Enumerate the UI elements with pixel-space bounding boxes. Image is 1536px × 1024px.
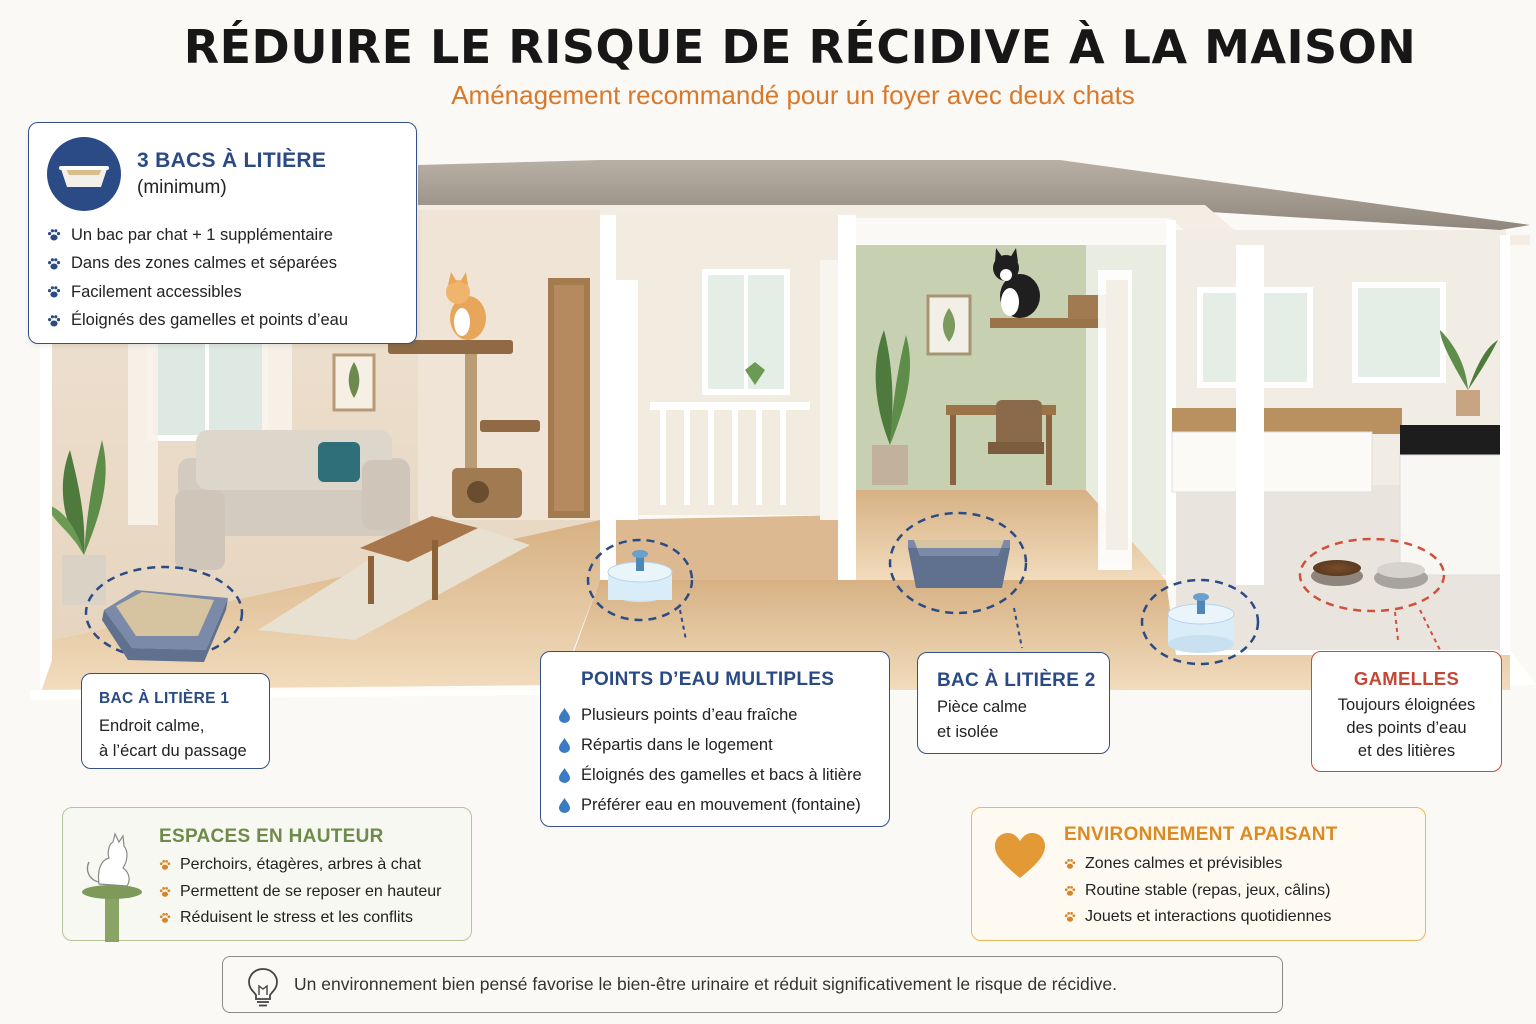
list-item: Zones calmes et prévisibles bbox=[1064, 851, 1331, 878]
paw-icon bbox=[1064, 885, 1076, 897]
list-item: Répartis dans le logement bbox=[559, 730, 862, 760]
litter-boxes-card bbox=[28, 122, 417, 344]
litter-box-1-title: BAC À LITIÈRE 1 bbox=[99, 690, 230, 707]
litter-boxes-title: 3 BACS À LITIÈRE bbox=[137, 149, 327, 172]
list-item: Facilement accessibles bbox=[47, 278, 348, 307]
paw-icon bbox=[47, 228, 61, 242]
kitchen bbox=[1172, 230, 1510, 655]
heights-title: ESPACES EN HAUTEUR bbox=[159, 826, 384, 847]
calm-environment-title: ENVIRONNEMENT APAISANT bbox=[1064, 824, 1338, 845]
litter-box-2-text: Pièce calme et isolée bbox=[937, 698, 1027, 741]
water-drop-icon bbox=[559, 738, 570, 753]
calm-environment-card bbox=[971, 807, 1426, 941]
list-item: Perchoirs, étagères, arbres à chat bbox=[159, 852, 442, 879]
water-points-title: POINTS D’EAU MULTIPLES bbox=[581, 669, 835, 690]
list-item: Réduisent le stress et les conflits bbox=[159, 905, 442, 932]
water-drop-icon bbox=[559, 768, 570, 783]
paw-icon bbox=[159, 912, 171, 924]
litter-box-icon bbox=[47, 137, 121, 211]
litter-box-1-text: Endroit calme, à l’écart du passage bbox=[99, 717, 247, 760]
bowls-title: GAMELLES bbox=[1353, 668, 1460, 689]
footer-note bbox=[222, 956, 1283, 1013]
litter-box-2-card bbox=[917, 652, 1110, 754]
page-title: RÉDUIRE LE RISQUE DE RÉCIDIVE À LA MAISON bbox=[183, 20, 1417, 74]
water-drop-icon bbox=[559, 798, 570, 813]
footer-text: Un environnement bien pensé favorise le bien-être urinaire et réduit significativement le risque de récidive. bbox=[294, 974, 1117, 994]
paw-icon bbox=[1064, 858, 1076, 870]
list-item: Jouets et interactions quotidiennes bbox=[1064, 904, 1331, 931]
list-item: Permettent de se reposer en hauteur bbox=[159, 879, 442, 906]
litter-box-2-title: BAC À LITIÈRE 2 bbox=[937, 670, 1096, 691]
hallway bbox=[600, 215, 856, 580]
paw-icon bbox=[159, 886, 171, 898]
list-item: Routine stable (repas, jeux, câlins) bbox=[1064, 878, 1331, 905]
bowls-text: Toujours éloignées des points d’eau et des litières bbox=[1337, 696, 1476, 760]
heights-card bbox=[62, 807, 472, 941]
calm-environment-list bbox=[1064, 851, 1331, 931]
page-subtitle: Aménagement recommandé pour un foyer avec deux chats bbox=[451, 80, 1135, 110]
paw-icon bbox=[159, 859, 171, 871]
list-item: Éloignés des gamelles et bacs à litière bbox=[559, 760, 862, 790]
heart-icon bbox=[994, 832, 1046, 880]
water-drop-icon bbox=[559, 708, 570, 723]
lightbulb-icon bbox=[244, 966, 282, 1008]
bowls-card bbox=[1311, 651, 1502, 772]
litter-boxes-list bbox=[47, 221, 348, 335]
list-item: Dans des zones calmes et séparées bbox=[47, 250, 348, 279]
list-item: Un bac par chat + 1 supplémentaire bbox=[47, 221, 348, 250]
water-points-card bbox=[540, 651, 890, 827]
litter-box-1-card bbox=[81, 673, 270, 769]
cat-tree-icon bbox=[75, 822, 149, 942]
paw-icon bbox=[1064, 911, 1076, 923]
list-item: Éloignés des gamelles et points d’eau bbox=[47, 307, 348, 336]
paw-icon bbox=[47, 285, 61, 299]
list-item: Plusieurs points d’eau fraîche bbox=[559, 700, 862, 730]
heights-list bbox=[159, 852, 442, 932]
water-points-list bbox=[559, 700, 862, 820]
paw-icon bbox=[47, 314, 61, 328]
paw-icon bbox=[47, 257, 61, 271]
office-room bbox=[856, 220, 1176, 580]
list-item: Préférer eau en mouvement (fontaine) bbox=[559, 790, 862, 820]
litter-boxes-subtitle: (minimum) bbox=[137, 177, 227, 198]
